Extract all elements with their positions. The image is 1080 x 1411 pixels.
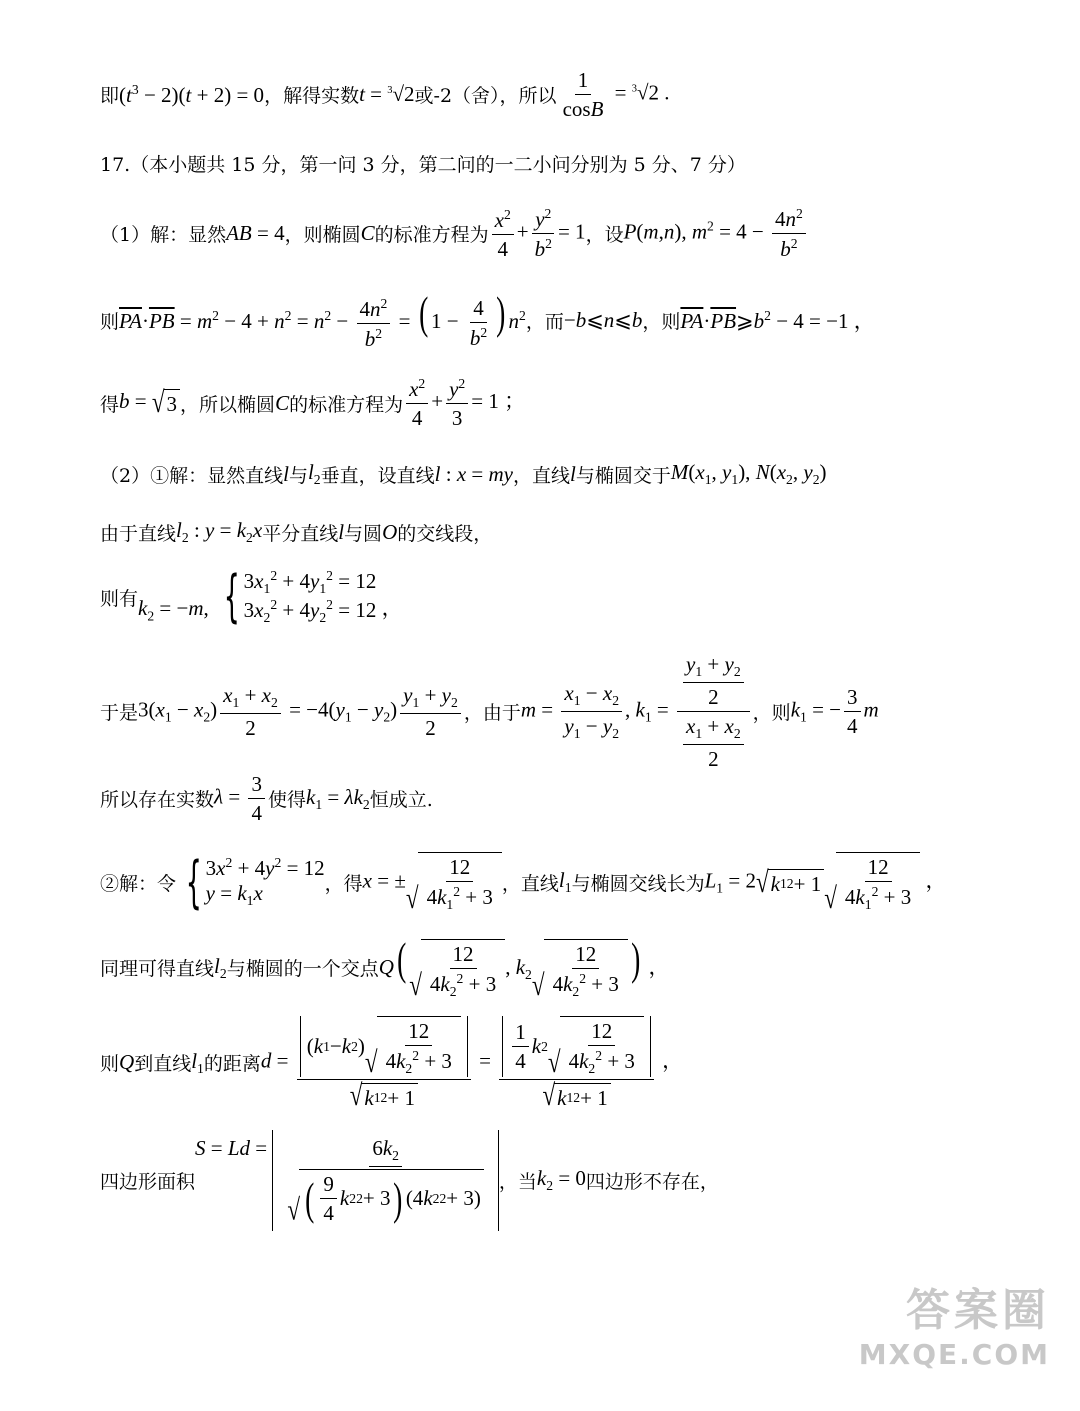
text: 与椭圆的一个交点 [226,958,379,981]
formula: $(t^3 - 2)(t + 2) = 0$ [119,81,265,107]
formula: $\overline{PA}\cdot\overline{PB}⩾b^2 - 4 = -1$ ， [680,308,875,334]
text: 或-2（舍），所以 [414,85,557,108]
text: 与 [288,464,308,487]
formula: $k_1 = \lambda k_2$ [305,784,370,812]
text: 垂直，设直线 [320,464,435,487]
text: 四边形不存在， [585,1171,719,1194]
formula: $\frac{1}{\cos B}$ = $^3$√2 . [562,68,670,122]
text: 的交线段， [397,522,493,545]
formula: $l_1$ [191,1048,204,1076]
formula: d = ( k 1 − k 2 ) √ $\frac{12}{4k_2^2 + 3}$ √ k 1 2 + 1 = $\frac{1}{4}$ k 2 √ $\frac{12}{4k_2^2 + 3}$ √ k 1 2 + 1 ， [261,1016,683,1110]
text: 四边形面积 [100,1171,196,1194]
text: 到直线 [134,1053,192,1076]
text: 与椭圆交线长为 [571,873,705,896]
formula: Q( √ $\frac{12}{4k_2^2 + 3}$ , $k_2$ √ $\frac{12}{4k_2^2 + 3}$ ) ， [378,933,670,1001]
text: ，所以椭圆 [180,393,276,416]
text: 17.（本小题共 15 分，第一问 3 分，第二问的一二小问分别为 5 分、7 分） [100,154,746,176]
formula: b = √ 3 [119,389,180,417]
text: （1）解：显然 [100,224,227,247]
line-1 [100,68,670,121]
formula: $l_2$ [307,460,321,488]
formula: $k_2 = -m$, { $3x_1^2 + 4y_1^2 = 12$ $3x_2^2 + 4y_2^2 = 12$ ， [138,564,403,630]
watermark-bottom: MXQE.COM [858,1338,1050,1371]
formula: S = Ld = $6k_2$ √ ( $\frac{9}{4}$ k 2 2 + 3 ) (4 k 2 2 + 3) [195,1130,499,1231]
text: 得 [100,393,120,416]
formula: t = $^3$√2 [359,82,415,107]
formula: l [570,461,576,486]
formula: AB = 4 [226,221,285,246]
line-7 [100,518,492,546]
line-8 [100,564,403,630]
line-4 [100,287,875,351]
text: 的标准方程为 [289,393,404,416]
text: ，则椭圆 [284,224,361,247]
text: ，由于 [463,702,521,725]
formula: $3(x_1 - x_2)$ $\frac{x_1 + x_2}{2}$ = $-4(y_1 - y_2)$ $\frac{y_1 + y_2}{2}$ [138,683,464,740]
text: 则 [100,310,120,333]
formula: { $3x^2 + 4y^2 = 12$ $y = k_1x$ [185,849,325,915]
formula: l [338,519,345,544]
text: 则有 [100,587,139,610]
text: ，解得实数 [264,85,360,108]
text: 的标准方程为 [374,224,489,247]
formula: $l_2$ [214,953,227,981]
text: 则 [100,1053,120,1076]
text: ，设 [585,224,624,247]
formula: $k_2 = 0$ [536,1166,586,1194]
formula: $\overline{PA}\cdot\overline{PB} = m^2 - 4 + n^2 = n^2$ − $\frac{4n^2}{b^2}$ = ( 1 − $\frac{4}{b^2}$ ) $n^2$ [119,287,526,351]
formula: λ = $\frac{3}{4}$ [214,772,268,825]
line-6 [100,460,827,488]
text: ，得 [324,873,363,896]
formula: C [360,221,375,246]
formula: l [283,461,289,486]
text: ，则 [752,702,791,725]
text: 于是 [100,702,139,725]
text: 所以存在实数 [100,789,215,812]
formula: $\frac{x^2}{4}$ + $\frac{y^2}{b^2}$ = 1 [489,206,586,261]
text: ，则 [642,310,681,333]
line-11 [100,849,947,915]
formula: P(m,n), $m^2 = 4$ − $\frac{4n^2}{b^2}$ [624,206,809,261]
text: 恒成立. [369,789,433,812]
formula: $l_1$ [558,868,572,896]
text: ，而 [525,310,564,333]
problem-17-header [100,150,746,177]
text: （2）①解：显然直线 [100,464,284,487]
text: 平分直线 [262,522,339,545]
text: 由于直线 [100,522,177,545]
text: 与圆 [344,522,383,545]
line-13 [100,1016,683,1110]
formula: m = $\frac{x_1 - x_2}{y_1 - y_2}$ , $k_1$ = $\frac{\frac{y_1 + y_2}{2}}{\frac{x_1 + x_2}{2}}$ [521,652,753,771]
watermark-logo [859,1274,1050,1371]
formula: C [275,390,290,415]
formula: $\frac{x^2}{4}$ + $\frac{y^2}{3}$ = 1 ； [403,376,525,430]
text: ，直线 [501,873,559,896]
formula: x = ± √ $\frac{12}{4k_1^2 + 3}$ [363,852,502,913]
formula: $M(x_1$, $y_1$), $N(x_2$, $y_2$) [670,460,827,488]
formula: −b⩽n⩽b [563,307,643,332]
text: 同理可得直线 [100,958,215,981]
line-3 [100,206,809,261]
formula: O [382,519,398,544]
formula: $l_2$ : $y = k_2x$ [176,518,263,546]
text: 的距离 [203,1053,261,1076]
formula: l : x = my [434,461,513,486]
line-10 [100,772,433,825]
text: 即 [100,85,120,108]
formula: $L_1 = 2$ √ k 1 2 + 1 √ $\frac{12}{4k_1^2 + 3}$ ， [705,852,947,913]
line-12 [100,933,670,1001]
text: ②解：令 [100,873,177,896]
line-9 [100,652,879,771]
line-5 [100,376,525,430]
text: 使得 [267,789,306,812]
text: 与椭圆交于 [575,464,671,487]
text: ，当 [498,1171,537,1194]
formula: Q [119,1050,135,1075]
line-14 [100,1130,719,1231]
formula: $k_1$ = − $\frac{3}{4}$ m [790,684,879,739]
watermark-top: 答案圈 [906,1285,1050,1336]
text: ，直线 [513,464,571,487]
